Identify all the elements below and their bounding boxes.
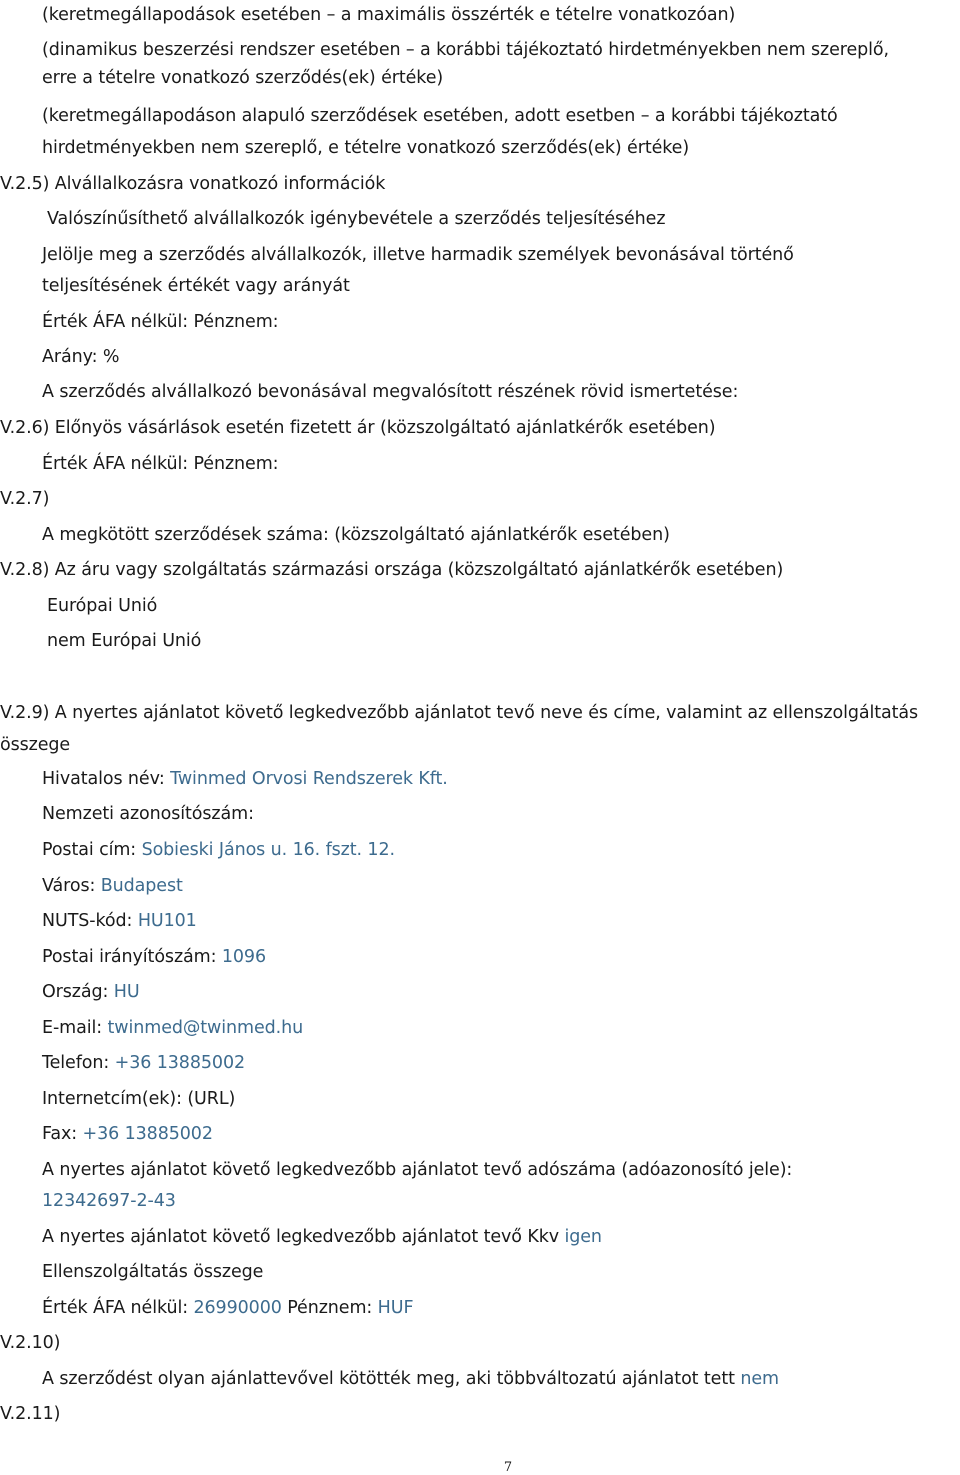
official-name-row: [42, 768, 448, 790]
section-v-2-11-heading: V.2.11): [0, 1404, 61, 1424]
subcontracting-likely: Valószínűsíthető alvállalkozók igénybevétele a szerződés teljesítéséhez: [47, 209, 666, 229]
page-number: 7: [503, 1460, 513, 1475]
fax-value: +36 13885002: [82, 1124, 213, 1144]
internet-address-label: Internetcím(ek): (URL): [42, 1089, 236, 1109]
variant-offer-label: A szerződést olyan ajánlattevővel kötötték meg, aki többváltozatú ajánlatot tett: [42, 1369, 741, 1389]
postal-address-value: Sobieski János u. 16. fszt. 12.: [141, 840, 395, 860]
origin-eu: Európai Unió: [47, 596, 158, 616]
subcontracting-indicate-line-2: teljesítésének értékét vagy arányát: [42, 276, 350, 296]
amount-row: [42, 1297, 413, 1319]
city-label: Város:: [42, 876, 101, 896]
currency-label: Pénznem:: [281, 1298, 378, 1318]
currency-value: HUF: [377, 1298, 414, 1318]
postal-address-label: Postai cím:: [42, 840, 142, 860]
subcontracting-ratio: Arány: %: [42, 347, 120, 367]
nuts-label: NUTS-kód:: [42, 911, 138, 931]
amount-value: 26990000: [193, 1298, 282, 1318]
kkv-value: igen: [564, 1227, 602, 1247]
country-value: HU: [113, 982, 140, 1002]
amount-label: Érték ÁFA nélkül:: [42, 1298, 194, 1318]
phone-row: [42, 1052, 245, 1074]
email-label: E-mail:: [42, 1018, 108, 1038]
phone-value: +36 13885002: [114, 1053, 246, 1073]
origin-non-eu: nem Európai Unió: [47, 631, 202, 651]
official-name-value: Twinmed Orvosi Rendszerek Kft.: [170, 769, 448, 789]
subcontracting-description: A szerződés alvállalkozó bevonásával megvalósított részének rövid ismertetése:: [42, 382, 739, 402]
city-row: [42, 875, 183, 897]
postal-code-value: 1096: [221, 947, 266, 967]
postal-code-row: [42, 946, 266, 968]
section-v-2-7-heading: V.2.7): [0, 489, 50, 509]
city-value: Budapest: [100, 876, 183, 896]
fax-row: [42, 1123, 213, 1145]
phone-label: Telefon:: [42, 1053, 115, 1073]
section-v-2-8-heading: V.2.8) Az áru vagy szolgáltatás származási országa (közszolgáltató ajánlatkérők esetében): [0, 560, 784, 580]
variant-offer-row: [42, 1368, 779, 1390]
nuts-value: HU101: [137, 911, 197, 931]
intro-line-1: (keretmegállapodások esetében – a maximális összérték e tételre vonatkozóan): [42, 5, 736, 25]
postal-address-row: [42, 839, 395, 861]
section-v-2-9-heading-line-2: összege: [0, 735, 71, 755]
email-row: [42, 1017, 303, 1039]
section-v-2-5-heading: V.2.5) Alvállalkozásra vonatkozó információk: [0, 174, 386, 194]
tax-number-value: 12342697-2-43: [42, 1191, 176, 1211]
section-v-2-6-heading: V.2.6) Előnyös vásárlások esetén fizetett ár (közszolgáltató ajánlatkérők esetében): [0, 418, 716, 438]
variant-offer-value: nem: [740, 1369, 779, 1389]
nuts-row: [42, 910, 197, 932]
national-id-label: Nemzeti azonosítószám:: [42, 804, 254, 824]
kkv-row: [42, 1226, 602, 1248]
country-row: [42, 981, 140, 1003]
intro-line-3: erre a tételre vonatkozó szerződés(ek) értéke): [42, 68, 444, 88]
consideration-label: Ellenszolgáltatás összege: [42, 1262, 264, 1282]
kkv-label: A nyertes ajánlatot követő legkedvezőbb ajánlatot tevő Kkv: [42, 1227, 565, 1247]
email-value: twinmed@twinmed.hu: [107, 1018, 304, 1038]
intro-line-4: (keretmegállapodáson alapuló szerződések esetében, adott esetben – a korábbi tájékoztató: [42, 106, 838, 126]
intro-line-5: hirdetményekben nem szereplő, e tételre vonatkozó szerződés(ek) értéke): [42, 138, 690, 158]
contracts-count: A megkötött szerződések száma: (közszolgáltató ajánlatkérők esetében): [42, 525, 670, 545]
section-v-2-9-heading-line-1: V.2.9) A nyertes ajánlatot követő legkedvezőbb ajánlatot tevő neve és címe, valamint az ellenszolgáltatás: [0, 703, 919, 723]
tax-number-label: A nyertes ajánlatot követő legkedvezőbb ajánlatot tevő adószáma (adóazonosító jele):: [42, 1160, 793, 1180]
official-name-label: Hivatalos név:: [42, 769, 171, 789]
intro-line-2: (dinamikus beszerzési rendszer esetében – a korábbi tájékoztató hirdetményekben nem szereplő,: [42, 40, 889, 60]
subcontracting-value: Érték ÁFA nélkül: Pénznem:: [42, 312, 279, 332]
section-v-2-10-heading: V.2.10): [0, 1333, 61, 1353]
subcontracting-indicate-line-1: Jelölje meg a szerződés alvállalkozók, illetve harmadik személyek bevonásával történő: [42, 245, 794, 265]
bargain-value: Érték ÁFA nélkül: Pénznem:: [42, 454, 279, 474]
postal-code-label: Postai irányítószám:: [42, 947, 222, 967]
fax-label: Fax:: [42, 1124, 83, 1144]
country-label: Ország:: [42, 982, 114, 1002]
